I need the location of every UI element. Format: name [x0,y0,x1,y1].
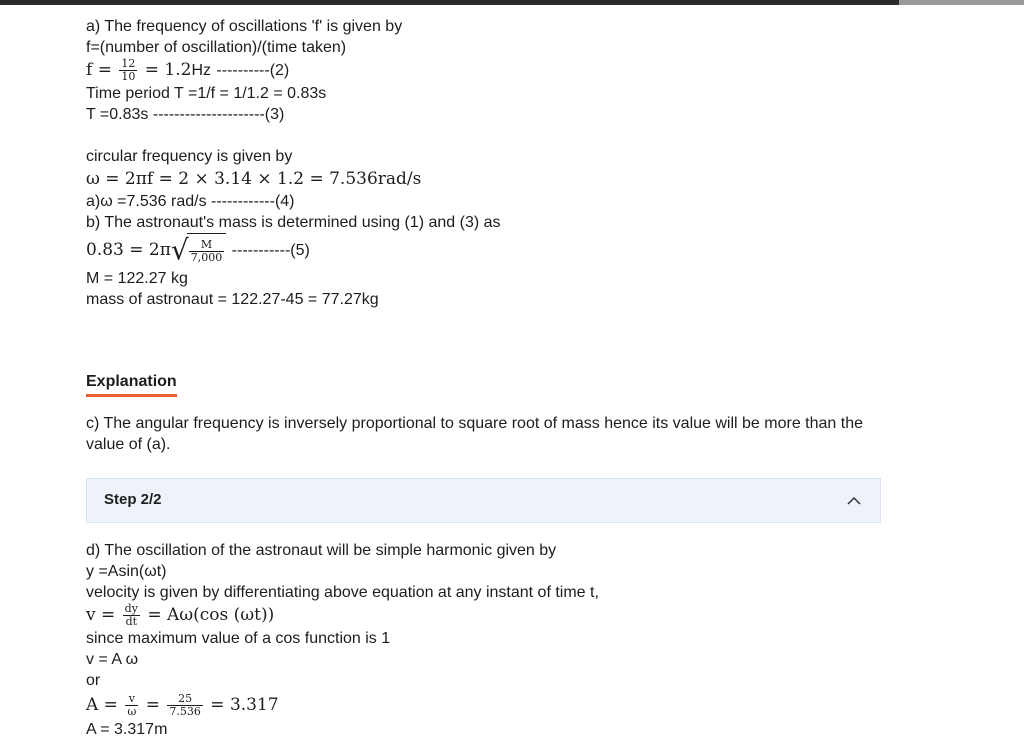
fraction [119,58,137,83]
text-line: M = 122.27 kg [86,270,188,287]
text-line: T =0.83s ---------------------(3) [86,106,285,123]
text-line: circular frequency is given by [86,148,293,165]
eq-tag: -----------(5) [231,242,310,259]
eq-rhs: = 1.2 [144,60,192,80]
eq-unit: Hz [191,62,212,79]
text-line: A = 3.317m [86,721,168,738]
text-line: or [86,672,101,689]
top-bar-scroll-indicator [899,0,1024,5]
eq-lhs: A = [86,695,118,715]
step-accordion-header[interactable] [86,478,881,523]
text-line: y =Asin(ωt) [86,563,167,580]
fraction-numerator: 25 [167,693,203,706]
fraction-denominator: 7.536 [169,705,201,718]
fraction-denominator: dt [125,615,138,628]
fraction [123,603,140,628]
eq-lhs: f = [86,60,112,80]
text-line: velocity is given by differentiating above equation at any instant of time t, [86,584,599,601]
amplitude-equation [86,691,886,719]
square-root: √ $\frac{M}{7,000}$ [171,233,226,268]
explanation-heading: Explanation [86,373,177,397]
fraction-numerator: dy [124,602,138,615]
spacer [86,310,886,373]
text-line: a) The frequency of oscillations 'f' is given by [86,18,403,35]
text-line: d) The oscillation of the astronaut will be simple harmonic given by [86,542,557,559]
eq-lhs: v = [86,605,116,625]
text-line: f=(number of oscillation)/(time taken) [86,39,347,56]
top-bar [0,0,1024,5]
fraction [167,693,203,718]
step2-content [86,540,886,740]
fraction-numerator: 12 [121,57,136,70]
text-line: a)ω =7.536 rad/s ------------(4) [86,193,295,210]
eq-rhs: = 3.317 [210,695,279,715]
solution-content [86,16,886,455]
step-label: Step 2/2 [104,491,162,508]
frequency-equation [86,58,886,83]
mass-equation [86,233,886,268]
fraction-denominator: 7,000 [190,251,223,264]
text-line: b) The astronaut's mass is determined using (1) and (3) as [86,214,501,231]
eq-rhs: = Aω(cos (ωt)) [147,605,275,625]
fraction-denominator: 10 [121,70,136,83]
chevron-up-icon[interactable] [846,493,862,509]
eq-equals: = [145,695,160,715]
explanation-text: c) The angular frequency is inversely proportional to square root of mass hence its value will be more than the value of (a). [86,415,863,453]
fraction-numerator: v [125,693,138,706]
text-line: since maximum value of a cos function is 1 [86,630,391,647]
fraction-numerator: M [189,239,225,252]
velocity-equation [86,603,886,628]
text-line: mass of astronaut = 122.27-45 = 77.27kg [86,291,379,308]
spacer [86,125,886,146]
eq-lhs: 0.83 = 2π [86,240,171,260]
fraction [125,693,138,718]
spacer [86,397,886,413]
text-line: Time period T =1/f = 1/1.2 = 0.83s [86,85,327,102]
text-line: v = A ω [86,651,139,668]
omega-equation: ω = 2πf = 2 × 3.14 × 1.2 = 7.536rad/s [86,169,422,189]
fraction-denominator: ω [127,705,137,718]
eq-tag: ----------(2) [216,62,290,79]
